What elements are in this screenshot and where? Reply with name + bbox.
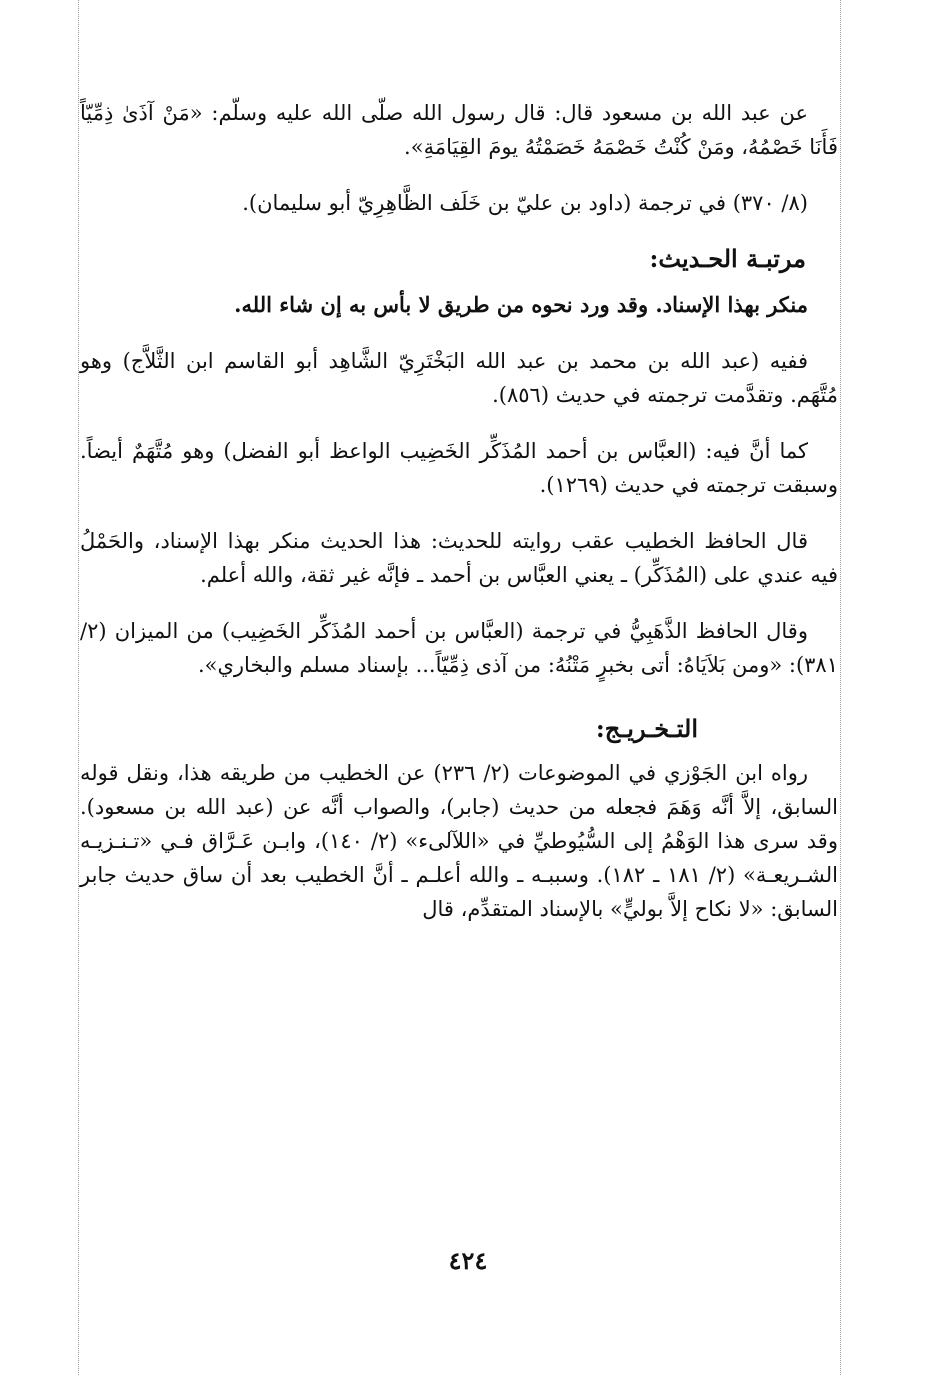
page-number: ٤٢٤ — [448, 1246, 488, 1275]
left-margin-line — [78, 0, 79, 1375]
paragraph-narrator-one: ففيه (عبد الله بن محمد بن عبد الله البَخْتَرِيّ الشَّاهِد أبو القاسم ابن الثَّلاَّج) وهو مُتَّهَم. وتقدَّمت ترجمته في حديث (٨٥٦). — [80, 349, 838, 407]
paragraph-dhahabi-quote: وقال الحافظ الذَّهَبِيُّ في ترجمة (العبَّاس بن أحمد المُذَكِّر الخَضِيب) من الميزان (٢/ ٣٨١): «ومن بَلاَيَاهُ: أتى بخبرٍ مَتْنُهُ: من آذى ذِمِّيّاً... بإسناد مسلم والبخاري». — [80, 619, 838, 677]
main-text-column — [80, 96, 838, 948]
paragraph-hadith-text: عن عبد الله بن مسعود قال: قال رسول الله صلّى الله عليه وسلّم: «مَنْ آذَىٰ ذِمِّيّاً فَأَنَا خَصْمُهُ، ومَنْ كُنْتُ خَصْمَهُ خَصَمْتُهُ يومَ القِيَامَةِ». — [80, 101, 838, 159]
heading-takhrij: التـخـريـج: — [595, 714, 698, 743]
paragraph-narrator-two: كما أنَّ فيه: (العبَّاس بن أحمد المُذَكِّر الخَضِيب الواعظ أبو الفضل) وهو مُتَّهَمٌ أيضاً. وسبقت ترجمته في حديث (١٢٦٩). — [80, 439, 838, 497]
right-margin-line — [840, 0, 841, 1375]
paragraph-grade-verdict: منكر بهذا الإسناد. وقد ورد نحوه من طريق لا بأس به إن شاء الله. — [234, 292, 808, 317]
paragraph-khatib-quote: قال الحافظ الخطيب عقب روايته للحديث: هذا الحديث منكر بهذا الإسناد، والحَمْلُ فيه عندي على (المُذَكِّر) ـ يعني العبَّاس بن أحمد ـ فإنَّه غير ثقة، والله أعلم. — [80, 529, 838, 587]
paragraph-source-reference: (٨/ ٣٧٠) في ترجمة (داود بن عليّ بن خَلَف الظَّاهِرِيّ أبو سليمان). — [242, 191, 808, 215]
paragraph-takhrij-text: رواه ابن الجَوْزي في الموضوعات (٢/ ٢٣٦) عن الخطيب من طريقه هذا، ونقل قوله السابق، إلاَّ أنَّه وَهَمَ فجعله من حديث (جابر)، والصواب أنَّه عن (عبد الله بن مسعود). وقد سرى هذا الوَهْمُ إلى السُّيُوطيِّ في «اللآلىء» (٢/ ١٤٠)، وابـن عَـرَّاق فـي «تـنـزيـه الشـريعـة» (٢/ ١٨١ ـ ١٨٢). وسببـه ـ والله أعلـم ـ أنَّ الخطيب بعد أن ساق حديث جابر السابق: «لا نكاح إلاَّ بوليٍّ» بالإسناد المتقدِّم، قال — [80, 761, 838, 921]
heading-hadith-grade: مرتبـة الحـديث: — [649, 244, 806, 273]
